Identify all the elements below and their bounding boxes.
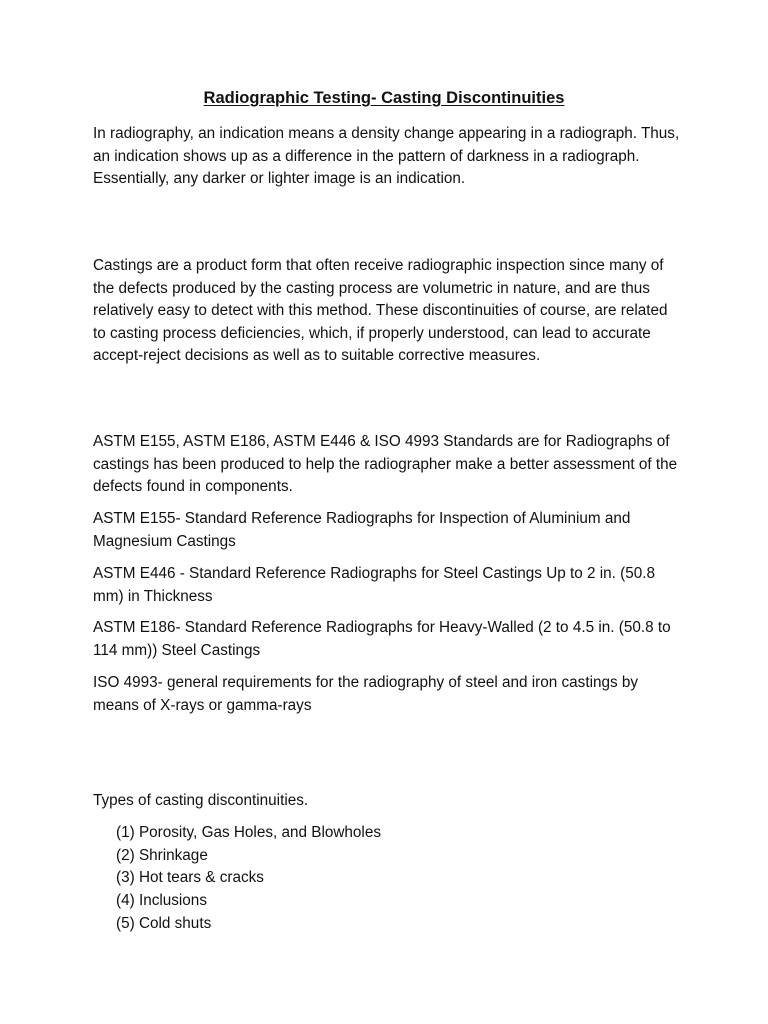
discontinuity-types-list [116,822,381,936]
paragraph-castings: Castings are a product form that often receive radiographic inspection since many of the defects produced by the casting process are volumetric in nature, and are thus relatively easy to detect with this method. These discontinuities of course, are related to casting process deficiencies, which, if properly understood, can lead to accurate accept-reject decisions as well as to suitable corrective measures. [93,257,668,364]
paragraph-astm-e155: ASTM E155- Standard Reference Radiographs for Inspection of Aluminium and Magnesium Castings [93,510,631,550]
list-item: (3) Hot tears & cracks [116,869,264,887]
paragraph-iso-4993: ISO 4993- general requirements for the radiography of steel and iron castings by means of X-rays or gamma-rays [93,674,639,714]
page-title: Radiographic Testing- Casting Discontinuities [203,89,565,107]
list-item: (5) Cold shuts [116,914,212,932]
paragraph-indication-definition: In radiography, an indication means a density change appearing in a radiograph. Thus, an indication shows up as a difference in the pattern of darkness in a radiograph. Essentially, any darker or lighter image is an indication. [93,125,680,187]
paragraph-types-heading: Types of casting discontinuities. [93,792,309,809]
list-item: (2) Shrinkage [116,846,208,864]
paragraph-standards-overview: ASTM E155, ASTM E186, ASTM E446 & ISO 4993 Standards are for Radiographs of castings has been produced to help the radiographer make a better assessment of the defects found in components. [93,433,678,495]
list-item: (4) Inclusions [116,892,207,910]
paragraph-astm-e446: ASTM E446 - Standard Reference Radiographs for Steel Castings Up to 2 in. (50.8 mm) in Thickness [93,565,656,605]
paragraph-astm-e186: ASTM E186- Standard Reference Radiographs for Heavy-Walled (2 to 4.5 in. (50.8 to 114 mm)) Steel Castings [93,619,671,659]
list-item: (1) Porosity, Gas Holes, and Blowholes [116,824,381,841]
